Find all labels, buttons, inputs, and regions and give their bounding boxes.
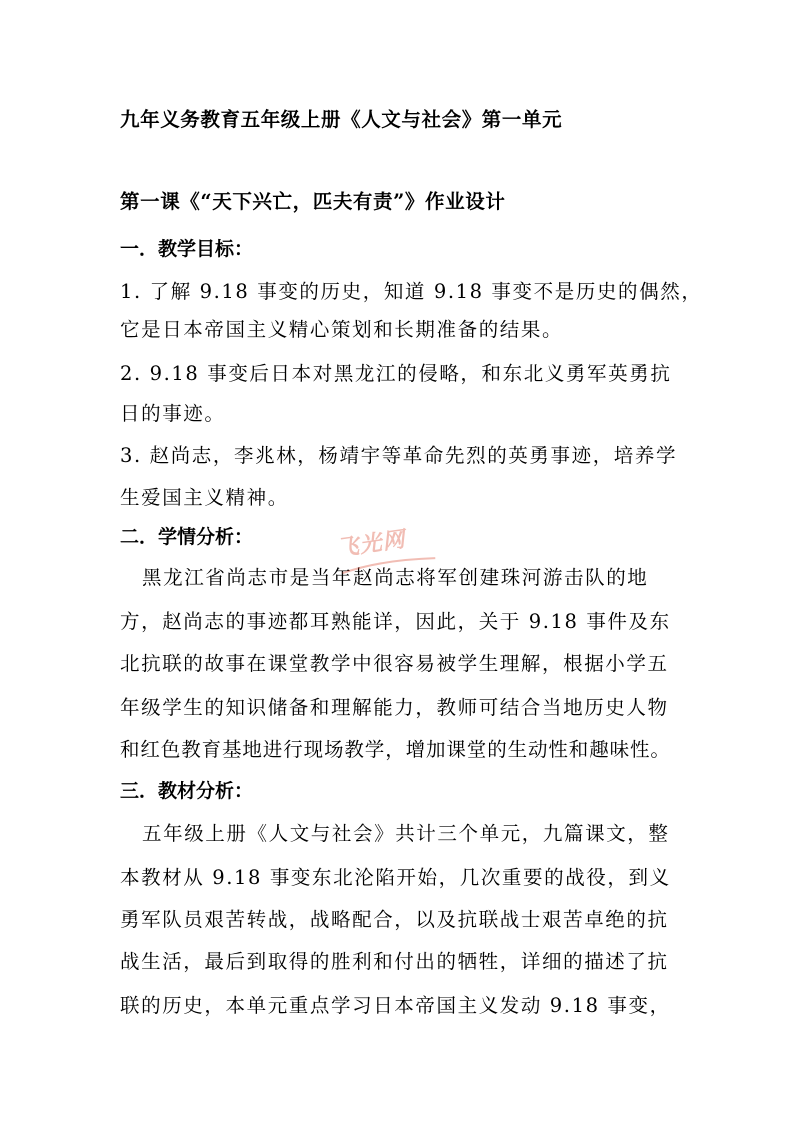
paragraph-line: 勇军队员艰苦转战，战略配合，以及抗联战士艰苦卓绝的抗 xyxy=(120,908,669,931)
paragraph-line: 和红色教育基地进行现场教学，增加课堂的生动性和趣味性。 xyxy=(120,738,671,761)
paragraph-line: 方，赵尚志的事迹都耳熟能详，因此，关于 9.18 事件及东 xyxy=(120,610,671,633)
paragraph-line: 日的事迹。 xyxy=(120,402,226,425)
watermark-text: 飞光网 xyxy=(335,527,408,562)
paragraph-line: 它是日本帝国主义精心策划和长期准备的结果。 xyxy=(120,318,564,341)
paragraph-line: 1. 了解 9.18 事变的历史，知道 9.18 事变不是历史的偶然， xyxy=(120,280,703,303)
paragraph-line: 黑龙江省尚志市是当年赵尚志将军创建珠河游击队的地 xyxy=(142,566,649,589)
section-title-learner-analysis: 二．学情分析： xyxy=(120,526,254,548)
section-title-objectives: 一．教学目标： xyxy=(120,238,254,260)
lesson-title: 第一课《“天下兴亡，匹夫有责”》作业设计 xyxy=(120,190,506,213)
paragraph-line: 北抗联的故事在课堂教学中很容易被学生理解，根据小学五 xyxy=(120,652,669,675)
paragraph-line: 生爱国主义精神。 xyxy=(120,486,289,509)
paragraph-line: 五年级上册《人文与社会》共计三个单元，九篇课文，整 xyxy=(142,822,670,845)
paragraph-line: 年级学生的知识储备和理解能力，教师可结合当地历史人物 xyxy=(120,696,669,719)
paragraph-line: 3. 赵尚志，李兆林，杨靖宇等革命先烈的英勇事迹，培养学 xyxy=(120,444,678,467)
section-title-textbook-analysis: 三．教材分析： xyxy=(120,780,254,802)
document-heading: 九年义务教育五年级上册《人文与社会》第一单元 xyxy=(120,108,563,131)
paragraph-line: 本教材从 9.18 事变东北沦陷开始，几次重要的战役，到义 xyxy=(120,866,671,889)
paragraph-line: 2. 9.18 事变后日本对黑龙江的侵略，和东北义勇军英勇抗 xyxy=(120,362,672,385)
paragraph-line: 战生活，最后到取得的胜利和付出的牺牲，详细的描述了抗 xyxy=(120,950,669,973)
paragraph-line: 联的历史，本单元重点学习日本帝国主义发动 9.18 事变， xyxy=(120,994,671,1017)
